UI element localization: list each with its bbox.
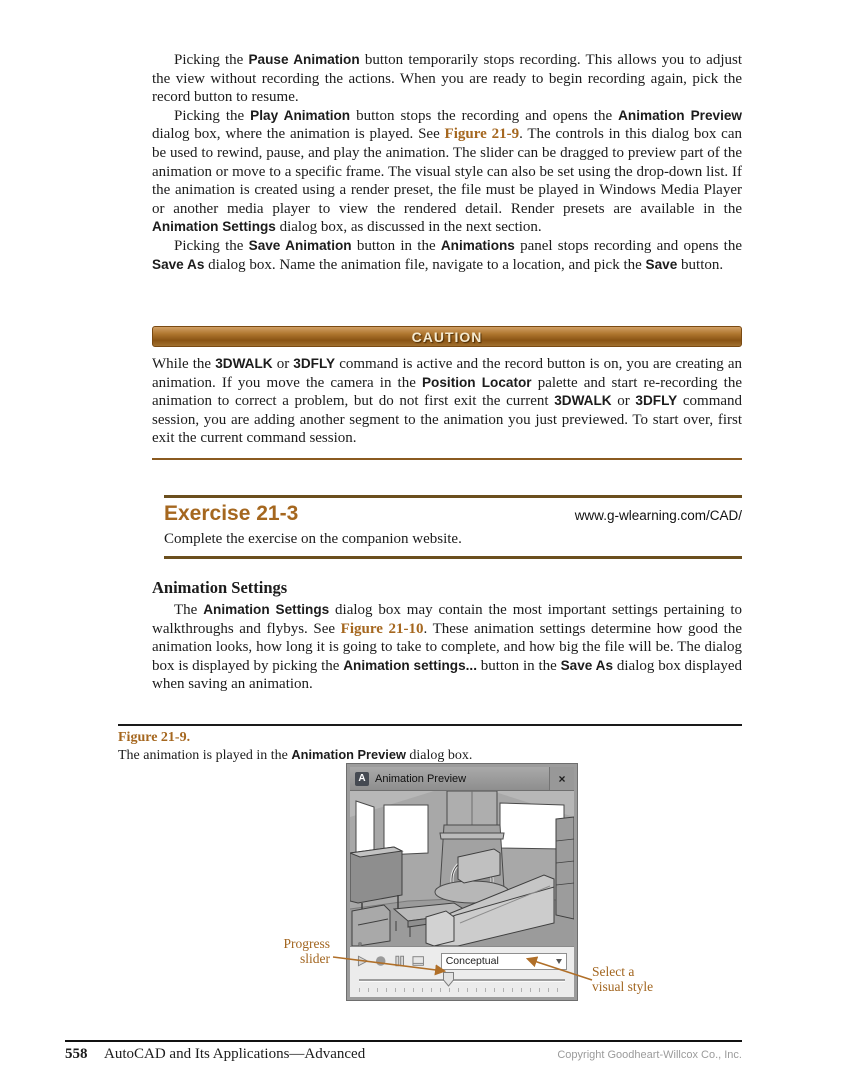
animation-viewport — [350, 791, 574, 947]
slider-ticks — [359, 988, 565, 992]
animation-preview-dialog — [347, 764, 577, 1000]
dialog-control-panel — [350, 947, 574, 997]
copyright-notice: Copyright Goodheart-Willcox Co., Inc. — [557, 1049, 742, 1061]
paragraph-pause-animation: Picking the Pause Animation button temporarily stops recording. This allows you to adjust the view without recording the actions. When you are ready to begin recording again, pick the record button to resume. — [152, 52, 742, 106]
caution-banner — [152, 326, 742, 347]
paragraph-save-animation: Picking the Save Animation button in the Animations panel stops recording and opens the Save As dialog box. Name the animation file, navigate to a location, and pick the Save button. — [152, 237, 743, 273]
exercise-url: www.g-wlearning.com/CAD/ — [574, 508, 742, 523]
figure-label: Figure 21-9. — [118, 730, 191, 745]
page-number: 558 — [65, 1046, 88, 1062]
figure-caption: The animation is played in the Animation Preview dialog box. — [118, 747, 473, 763]
record-icon[interactable] — [375, 955, 386, 967]
annotation-progress-slider: Progress slider — [283, 936, 330, 966]
caution-divider — [152, 458, 742, 460]
chevron-down-icon — [556, 959, 562, 964]
dialog-titlebar — [350, 767, 574, 791]
exercise-instruction: Complete the exercise on the companion website. — [164, 531, 462, 547]
section-paragraph: The Animation Settings dialog box may contain the most important settings pertaining to walkthroughs and flybys. See Figure 21-10. These animation settings determine how good the animation looks, how long it is going to take to complete, and how big the file will be. The dialog box is displayed by picking the Animation settings... button in the Save As dialog box displayed when saving an animation. — [152, 602, 743, 693]
play-icon[interactable] — [357, 955, 368, 967]
close-icon[interactable]: × — [549, 767, 574, 790]
annotation-select-style: Select a visual style — [592, 964, 654, 994]
section-heading: Animation Settings — [152, 578, 288, 597]
caution-text: While the 3DWALK or 3DFLY command is active and the record button is on, you are creating an animation. If you move the camera in the Position Locator palette and start re-recording the animation to correct a problem, but do not first exit the current 3DWALK or 3DFLY command session, you are adding another segment to the animation you just previewed. To start over, first exit the current command session. — [152, 356, 743, 447]
book-title: AutoCAD and Its Applications—Advanced — [104, 1046, 366, 1062]
pause-icon[interactable] — [394, 955, 405, 967]
paragraph-play-animation: Picking the Play Animation button stops the recording and opens the Animation Preview dialog box, where the animation is played. See Figure 21-9. The controls in this dialog box can be used to rewind, pause, and play the animation. The slider can be dragged to preview part of the animation or move to a specific frame. The visual style can also be set using the drop-down list. If the animation is created using a render preset, the file must be played in Windows Media Player or another media player to view the rendered detail. Render presets are available in the Animation Settings dialog box, as discussed in the next section. — [152, 107, 742, 236]
slider-thumb[interactable] — [443, 972, 454, 987]
exercise-rule-top — [164, 495, 742, 498]
caution-title: CAUTION — [411, 328, 483, 345]
exercise-title: Exercise 21-3 — [164, 502, 299, 525]
dialog-title: Animation Preview — [375, 772, 467, 785]
figure-divider — [118, 724, 742, 726]
room-scene-image — [350, 791, 574, 946]
visual-style-dropdown[interactable] — [441, 953, 567, 970]
exercise-rule-bottom — [164, 556, 742, 559]
playback-controls — [357, 952, 567, 970]
footer-rule — [65, 1040, 742, 1042]
screen-icon[interactable] — [412, 955, 424, 967]
exercise-box — [164, 495, 742, 561]
visual-style-value: Conceptual — [445, 955, 499, 967]
autocad-logo-icon: A — [355, 772, 369, 786]
slider-track — [359, 979, 565, 981]
progress-slider[interactable] — [357, 972, 567, 988]
body-text — [152, 51, 742, 274]
